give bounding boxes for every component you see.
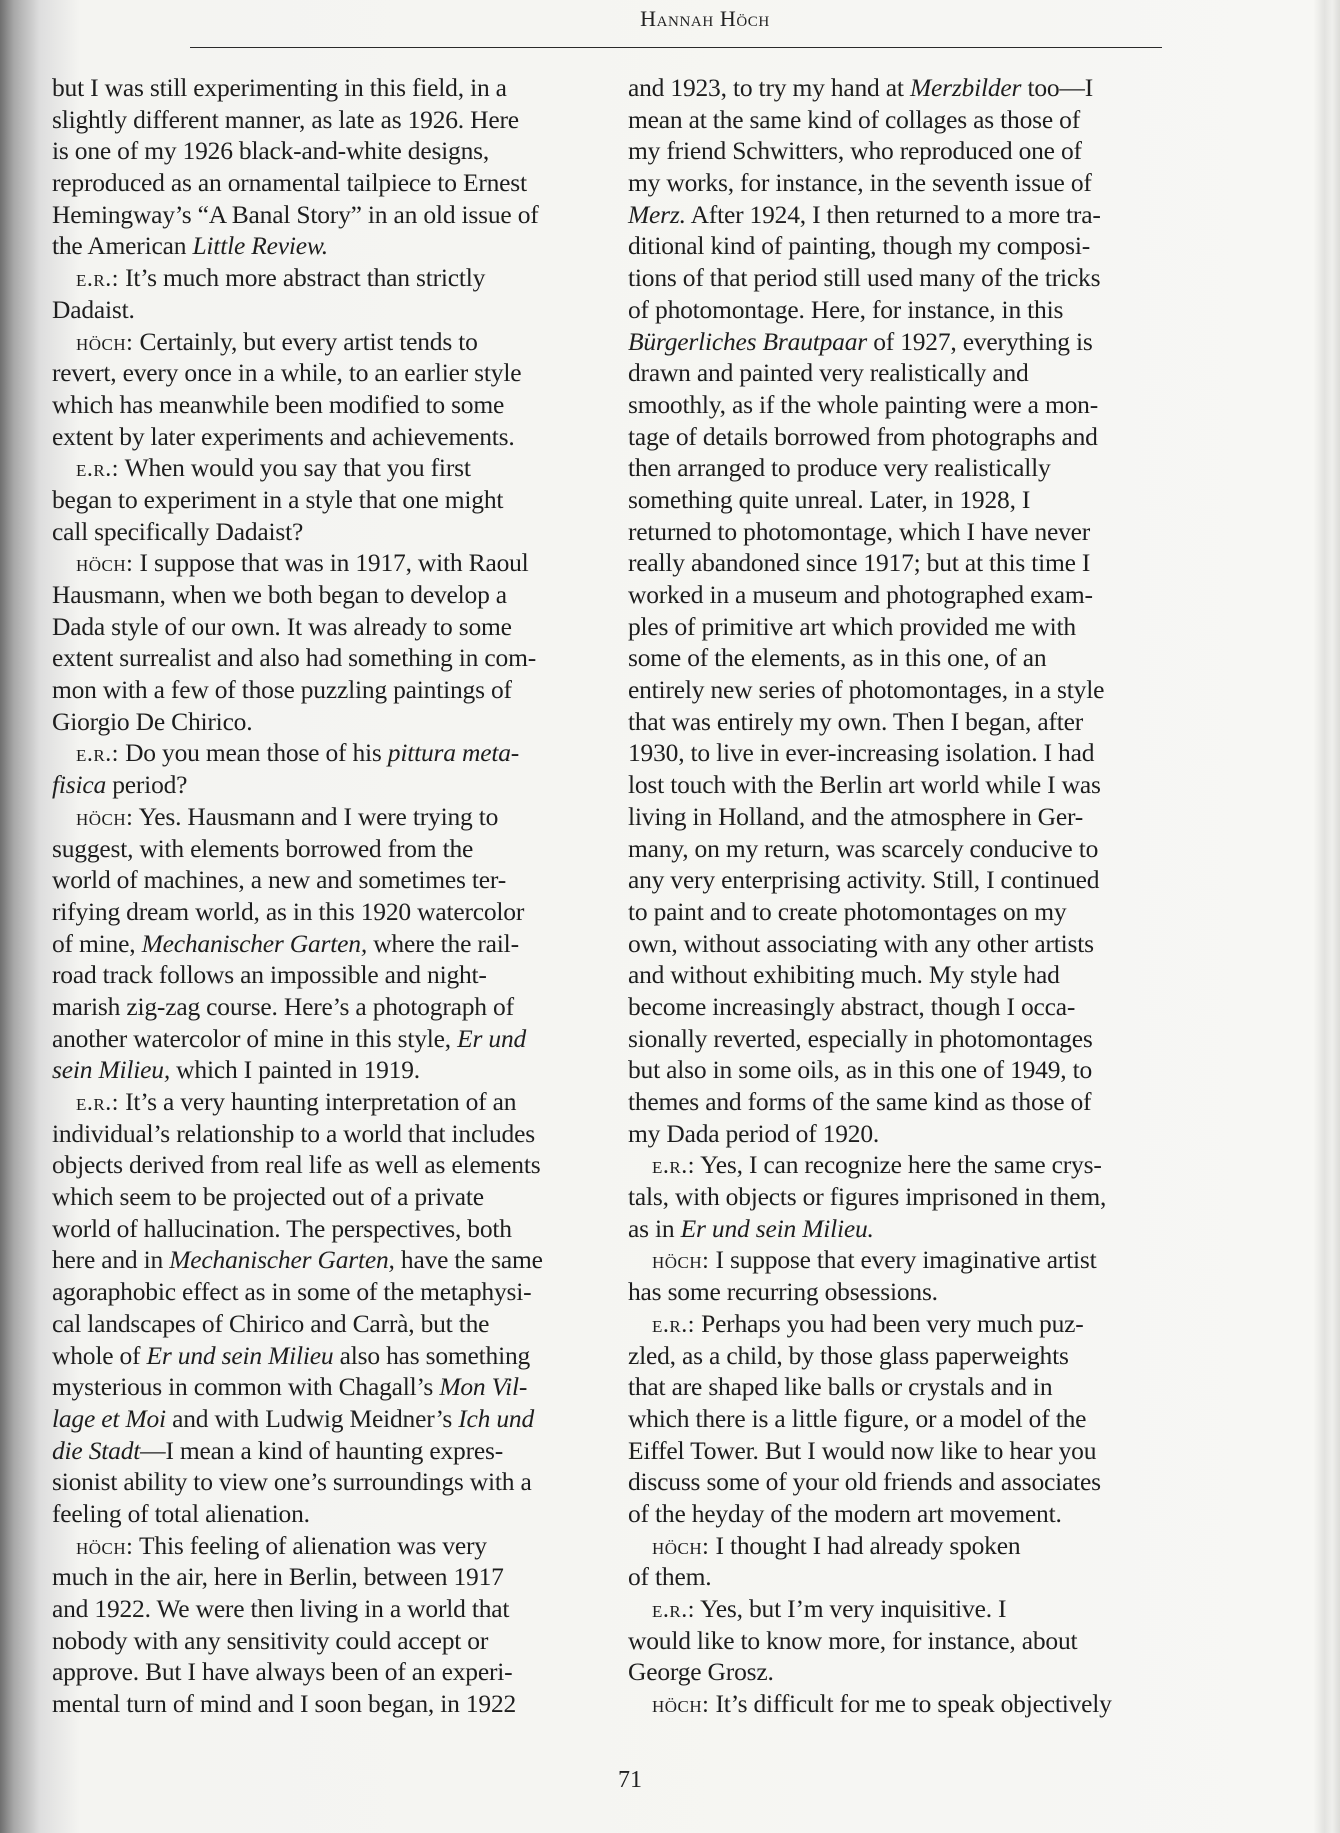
text-line: [628, 737, 1178, 769]
text-run: which seem to be projected out of a private: [52, 1182, 484, 1212]
text-run: Do you mean those of his: [118, 738, 388, 768]
text-run: that are shaped like balls or crystals and in: [628, 1372, 1053, 1402]
text-run: Eiffel Tower. But I would now like to hear you: [628, 1435, 1097, 1465]
speaker-label: höch:: [652, 1248, 710, 1275]
text-run: discuss some of your old friends and associates: [628, 1467, 1101, 1497]
text-line: [628, 1498, 1178, 1530]
text-run: world of hallucination. The perspectives, both: [52, 1213, 512, 1243]
text-run: as in: [628, 1213, 681, 1243]
text-line: [628, 833, 1178, 865]
text-line: [52, 674, 600, 706]
text-line: [52, 1688, 600, 1720]
text-run: slightly different manner, as late as 1926. Here: [52, 104, 519, 134]
text-line: [628, 959, 1178, 991]
text-run: revert, every once in a while, to an earlier style: [52, 358, 522, 388]
text-line: [52, 833, 600, 865]
text-run: and without exhibiting much. My style had: [628, 960, 1060, 990]
text-run: road track follows an impossible and night-: [52, 960, 487, 990]
text-line: [628, 1688, 1178, 1720]
text-run: Yes. Hausmann and I were trying to: [133, 801, 499, 831]
text-run: of the heyday of the modern art movement.: [628, 1498, 1062, 1528]
text-line: [628, 1244, 1178, 1276]
text-run: It’s a very haunting interpretation of an: [118, 1087, 517, 1116]
text-run: tals, with objects or figures imprisoned in them,: [628, 1182, 1107, 1212]
italic-title: Mechanischer Garten,: [169, 1245, 395, 1275]
text-line: [52, 484, 600, 516]
text-run: mysterious in common with Chagall’s: [52, 1372, 440, 1402]
italic-title: Er und sein Milieu: [146, 1340, 334, 1370]
text-line: [52, 326, 600, 358]
text-line: [628, 1118, 1178, 1150]
speaker-label: e.r.:: [76, 456, 119, 483]
text-line: [628, 1530, 1178, 1562]
text-run: world of machines, a new and sometimes ter-: [52, 865, 506, 895]
text-line: [52, 642, 600, 674]
text-line: [52, 801, 600, 833]
text-run: really abandoned since 1917; but at this time I: [628, 548, 1091, 578]
text-line: [628, 326, 1178, 358]
text-line: [628, 1593, 1178, 1625]
text-line: [52, 167, 600, 199]
text-line: [628, 611, 1178, 643]
text-line: [52, 72, 600, 104]
text-line: [52, 199, 600, 231]
speaker-label: höch:: [76, 329, 134, 356]
text-run: and 1923, to try my hand at: [628, 73, 910, 102]
text-run: which I painted in 1919.: [170, 1055, 420, 1085]
text-line: [628, 1561, 1178, 1593]
text-run: Giorgio De Chirico.: [52, 706, 253, 736]
text-line: [628, 1054, 1178, 1086]
italic-title: die Stadt: [52, 1435, 141, 1465]
text-run: suggest, with elements borrowed from the: [52, 833, 474, 863]
page-number: 71: [618, 1767, 642, 1793]
italic-title: Merz.: [628, 199, 686, 229]
text-run: has some recurring obsessions.: [628, 1277, 938, 1307]
text-run: zled, as a child, by those glass paperweights: [628, 1340, 1069, 1370]
text-run: of photomontage. Here, for instance, in this: [628, 294, 1064, 324]
text-line: [52, 611, 600, 643]
text-line: [628, 801, 1178, 833]
text-line: [52, 1625, 600, 1657]
text-run: It’s difficult for me to speak objectively: [709, 1689, 1112, 1719]
text-line: [628, 516, 1178, 548]
text-line: [52, 737, 600, 769]
text-run: call specifically Dadaist?: [52, 516, 304, 546]
text-line: [52, 516, 600, 548]
text-line: [628, 1086, 1178, 1118]
text-run: Hausmann, when we both began to develop a: [52, 580, 507, 609]
speaker-label: e.r.:: [76, 741, 119, 768]
text-line: [628, 135, 1178, 167]
text-run: began to experiment in a style that one might: [52, 484, 504, 514]
italic-title: pittura meta-: [387, 738, 520, 768]
text-column-left: [52, 72, 600, 1720]
text-line: [52, 294, 600, 326]
text-run: my works, for instance, in the seventh issue of: [628, 168, 1092, 198]
text-run: themes and forms of the same kind as those of: [628, 1087, 1092, 1116]
text-run: Perhaps you had been very much puz-: [694, 1308, 1084, 1338]
text-line: [628, 1371, 1178, 1403]
text-run: Dadaist.: [52, 294, 135, 324]
text-run: When would you say that you first: [118, 453, 471, 483]
text-run: entirely new series of photomontages, in a style: [628, 675, 1105, 705]
text-line: [52, 452, 600, 484]
text-run: After 1924, I then returned to a more tra-: [685, 199, 1101, 229]
running-head: [545, 6, 865, 32]
header-rule: [190, 47, 1162, 48]
text-run: I suppose that every imaginative artist: [709, 1245, 1097, 1275]
text-run: objects derived from real life as well as elements: [52, 1150, 541, 1180]
text-line: [628, 674, 1178, 706]
text-line: [628, 452, 1178, 484]
italic-title: sein Milieu,: [52, 1055, 170, 1085]
text-line: [52, 1023, 600, 1055]
text-run: also has something: [333, 1340, 531, 1370]
text-run: and 1922. We were then living in a world that: [52, 1594, 510, 1623]
text-run: It’s much more abstract than strictly: [118, 263, 486, 293]
text-line: [52, 769, 600, 801]
text-line: [52, 1435, 600, 1467]
text-run: my friend Schwitters, who reproduced one of: [628, 136, 1082, 166]
text-run: ples of primitive art which provided me with: [628, 611, 1076, 641]
text-run: I suppose that was in 1917, with Raoul: [133, 548, 529, 578]
text-line: [628, 1466, 1178, 1498]
page-edge-shadow: [1314, 0, 1340, 1833]
italic-title: Bürgerliches Brautpaar: [628, 326, 868, 356]
text-line: [52, 230, 600, 262]
text-run: my Dada period of 1920.: [628, 1118, 880, 1148]
text-run: agoraphobic effect as in some of the metaphysi-: [52, 1277, 532, 1307]
text-run: I thought I had already spoken: [709, 1530, 1021, 1560]
text-run: but also in some oils, as in this one of 1949, to: [628, 1055, 1093, 1085]
text-line: [52, 928, 600, 960]
text-run: to paint and to create photomontages on my: [628, 896, 1067, 926]
text-run: 1930, to live in ever-increasing isolation. I had: [628, 738, 1095, 768]
speaker-label: e.r.:: [76, 266, 119, 293]
text-run: reproduced as an ornamental tailpiece to Ernest: [52, 168, 527, 198]
text-run: returned to photomontage, which I have never: [628, 516, 1091, 546]
text-line: [52, 1276, 600, 1308]
text-line: [52, 1498, 600, 1530]
speaker-label: höch:: [652, 1692, 710, 1719]
text-run: many, on my return, was scarcely conducive to: [628, 833, 1099, 863]
text-run: have the same: [394, 1245, 543, 1275]
text-line: [628, 484, 1178, 516]
text-line: [628, 928, 1178, 960]
text-run: and with Ludwig Meidner’s: [165, 1403, 459, 1433]
text-line: [52, 1213, 600, 1245]
text-run: mon with a few of those puzzling paintings of: [52, 675, 512, 705]
text-line: [52, 896, 600, 928]
text-line: [628, 1435, 1178, 1467]
text-run: sionally reverted, especially in photomontages: [628, 1023, 1093, 1053]
text-run: rifying dream world, as in this 1920 watercolor: [52, 896, 525, 926]
text-line: [52, 1593, 600, 1625]
text-line: [628, 104, 1178, 136]
text-run: Certainly, but every artist tends to: [133, 326, 478, 356]
text-run: sionist ability to view one’s surroundings with a: [52, 1467, 532, 1497]
text-line: [52, 547, 600, 579]
speaker-label: höch:: [76, 1533, 134, 1560]
text-run: mental turn of mind and I soon began, in 1922: [52, 1689, 517, 1719]
text-line: [628, 769, 1178, 801]
text-run: lost touch with the Berlin art world while I was: [628, 770, 1101, 800]
italic-title: Ich und: [458, 1403, 535, 1433]
italic-title: Mon Vil-: [439, 1372, 528, 1402]
italic-title: Merzbilder: [909, 73, 1022, 102]
text-run: which has meanwhile been modified to some: [52, 389, 505, 419]
text-run: Yes, I can recognize here the same crys-: [694, 1150, 1102, 1180]
text-run: the American: [52, 231, 193, 261]
text-line: [628, 706, 1178, 738]
italic-title: fisica: [52, 770, 107, 800]
text-run: marish zig-zag course. Here’s a photograph of: [52, 991, 514, 1021]
text-line: [628, 199, 1178, 231]
text-run: approve. But I have always been of an experi-: [52, 1657, 513, 1687]
text-line: [52, 1149, 600, 1181]
text-run: cal landscapes of Chirico and Carrà, but the: [52, 1308, 490, 1338]
text-line: [52, 1403, 600, 1435]
text-run: period?: [106, 770, 188, 800]
text-run: living in Holland, and the atmosphere in Ger-: [628, 801, 1084, 831]
text-line: [52, 1244, 600, 1276]
text-run: much in the air, here in Berlin, between 1917: [52, 1562, 504, 1592]
text-line: [628, 357, 1178, 389]
text-run: that was entirely my own. Then I began, after: [628, 706, 1084, 736]
text-line: [52, 262, 600, 294]
speaker-label: e.r.:: [76, 1090, 119, 1116]
text-run: here and in: [52, 1245, 170, 1275]
text-line: [52, 389, 600, 421]
text-line: [628, 1149, 1178, 1181]
text-line: [628, 579, 1178, 611]
text-line: [52, 959, 600, 991]
text-line: [628, 167, 1178, 199]
text-line: [52, 1466, 600, 1498]
text-run: individual’s relationship to a world that includes: [52, 1118, 535, 1148]
text-line: [52, 706, 600, 738]
text-run: Hemingway’s “A Banal Story” in an old issue of: [52, 199, 539, 229]
text-run: too—I: [1021, 73, 1094, 102]
text-line: [628, 1181, 1178, 1213]
text-line: [628, 1656, 1178, 1688]
text-line: [628, 547, 1178, 579]
text-line: [628, 991, 1178, 1023]
text-run: tage of details borrowed from photographs and: [628, 421, 1098, 451]
text-run: This feeling of alienation was very: [133, 1530, 487, 1560]
text-line: [52, 357, 600, 389]
text-run: Yes, but I’m very inquisitive. I: [694, 1594, 1007, 1623]
text-run: become increasingly abstract, though I occa-: [628, 991, 1076, 1021]
text-line: [628, 1625, 1178, 1657]
text-line: [52, 421, 600, 453]
text-line: [52, 579, 600, 611]
italic-title: Er und: [457, 1023, 527, 1053]
text-line: [52, 991, 600, 1023]
text-run: but I was still experimenting in this field, in a: [52, 73, 507, 102]
text-run: some of the elements, as in this one, of an: [628, 643, 1047, 673]
text-run: worked in a museum and photographed exam-: [628, 580, 1093, 609]
text-run: tions of that period still used many of the tricks: [628, 263, 1101, 293]
text-run: something quite unreal. Later, in 1928, I: [628, 484, 1031, 514]
text-run: drawn and painted very realistically and: [628, 358, 1029, 388]
text-line: [628, 1308, 1178, 1340]
text-line: [52, 1118, 600, 1150]
text-run: extent by later experiments and achievements.: [52, 421, 515, 451]
text-line: [628, 294, 1178, 326]
text-line: [628, 1213, 1178, 1245]
italic-title: Little Review.: [192, 231, 328, 261]
text-line: [628, 896, 1178, 928]
text-run: of 1927, everything is: [867, 326, 1093, 356]
speaker-label: e.r.:: [652, 1153, 695, 1180]
text-line: [52, 1561, 600, 1593]
text-line: [628, 230, 1178, 262]
text-line: [52, 1530, 600, 1562]
speaker-label: höch:: [652, 1533, 710, 1560]
text-run: which there is a little figure, or a model of the: [628, 1403, 1087, 1433]
speaker-label: e.r.:: [652, 1597, 695, 1623]
text-line: [52, 104, 600, 136]
text-run: of them.: [628, 1562, 712, 1592]
text-run: mean at the same kind of collages as those of: [628, 104, 1080, 134]
text-line: [628, 642, 1178, 674]
text-run: —I mean a kind of haunting expres-: [140, 1435, 503, 1465]
text-line: [52, 1371, 600, 1403]
text-line: [628, 1023, 1178, 1055]
text-run: another watercolor of mine in this style,: [52, 1023, 458, 1053]
text-run: ditional kind of painting, though my composi-: [628, 231, 1091, 261]
text-column-right: [628, 72, 1178, 1720]
speaker-label: höch:: [76, 804, 134, 831]
text-line: [52, 1308, 600, 1340]
text-run: nobody with any sensitivity could accept or: [52, 1625, 489, 1655]
text-line: [52, 1181, 600, 1213]
text-run: where the rail-: [367, 928, 519, 958]
text-line: [628, 389, 1178, 421]
text-run: own, without associating with any other artists: [628, 928, 1094, 958]
text-line: [52, 135, 600, 167]
text-run: smoothly, as if the whole painting were a mon-: [628, 389, 1098, 419]
italic-title: Er und sein Milieu.: [680, 1213, 874, 1243]
text-run: extent surrealist and also had something in com-: [52, 643, 536, 673]
text-run: Dada style of our own. It was already to some: [52, 611, 512, 641]
text-run: is one of my 1926 black-and-white designs,: [52, 136, 490, 166]
text-line: [628, 72, 1178, 104]
italic-title: Mechanischer Garten,: [141, 928, 368, 958]
running-head-text: Hannah Höch: [640, 6, 770, 31]
text-run: George Grosz.: [628, 1657, 774, 1687]
text-line: [628, 1276, 1178, 1308]
text-run: feeling of total alienation.: [52, 1498, 310, 1528]
text-run: of mine,: [52, 928, 142, 958]
text-line: [628, 864, 1178, 896]
text-run: would like to know more, for instance, about: [628, 1625, 1078, 1655]
text-line: [628, 1403, 1178, 1435]
text-line: [52, 1054, 600, 1086]
text-line: [628, 262, 1178, 294]
text-line: [52, 1340, 600, 1372]
speaker-label: e.r.:: [652, 1311, 695, 1338]
text-line: [52, 1656, 600, 1688]
text-line: [52, 1086, 600, 1118]
speaker-label: höch:: [76, 551, 134, 578]
text-line: [628, 421, 1178, 453]
text-line: [52, 864, 600, 896]
text-run: any very enterprising activity. Still, I continued: [628, 865, 1100, 895]
text-run: then arranged to produce very realistically: [628, 453, 1051, 483]
italic-title: lage et Moi: [52, 1403, 166, 1433]
text-run: whole of: [52, 1340, 147, 1370]
text-line: [628, 1340, 1178, 1372]
